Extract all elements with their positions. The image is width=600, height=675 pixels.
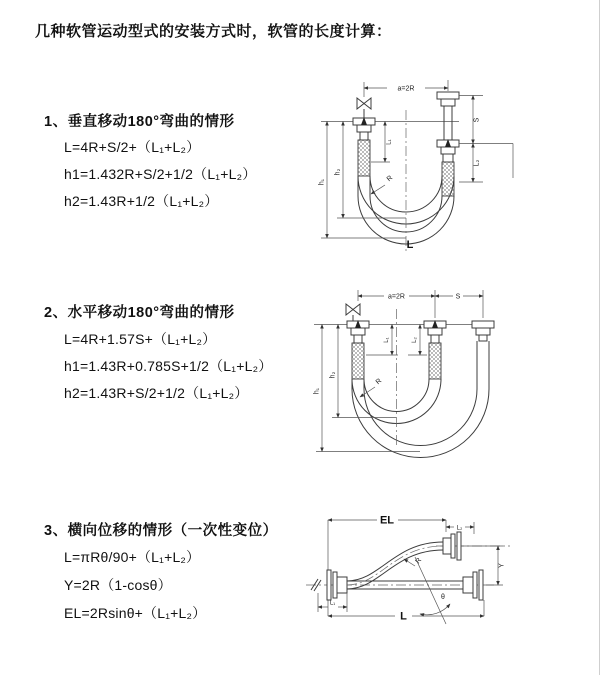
valve-icon (357, 98, 371, 109)
right-pipe-fitting (437, 92, 459, 196)
section-1-heading: 1、垂直移动180°弯曲的情形 (44, 114, 235, 130)
dim-label-l1: L₁ (329, 600, 336, 607)
section-1-formula-h1: h1=1.432R+S/2+1/2（L₁+L₂） (64, 166, 257, 182)
dim-label-s: S (473, 117, 481, 123)
angle-theta (415, 557, 450, 624)
dim-s (435, 294, 483, 301)
radius-callout (360, 378, 383, 397)
section-3-formula-l: L=πRθ/90+（L₁+L₂） (64, 549, 201, 565)
angle-label: θ (441, 594, 445, 601)
dim-l2 (473, 144, 481, 183)
dim-label-l1: L₁ (384, 337, 390, 343)
section-2-formula-h1: h1=1.43R+0.785S+1/2（L₁+L₂） (64, 358, 273, 374)
dim-label-y: Y (498, 563, 506, 568)
radius-label: R (385, 174, 395, 184)
dim-label-l: L (400, 610, 407, 623)
dim-l2 (408, 325, 427, 356)
dim-h1 (314, 325, 421, 452)
diagram-horizontal-movement (310, 283, 600, 473)
dim-label-l2: L₂ (412, 337, 418, 343)
section-3-formula-y: Y=2R（1-cosθ） (64, 577, 172, 593)
section-2-heading: 2、水平移动180°弯曲的情形 (44, 305, 235, 321)
top-pipe-fitting (443, 532, 461, 560)
dim-a2r (364, 80, 448, 97)
dim-label-l1: L₁ (386, 139, 393, 145)
right-pipe-fitting (463, 570, 483, 600)
dim-l1 (371, 122, 393, 163)
dim-label-h2: h₂ (329, 371, 337, 379)
hose-u-bend (352, 341, 489, 458)
dim-label-a2r: a=2R (388, 293, 405, 301)
length-label: L (406, 239, 414, 251)
dim-label-h2: h₂ (334, 168, 342, 176)
right-pipe-fitting (472, 321, 494, 341)
dim-label-l2: L₂ (456, 525, 463, 532)
valve-icon (346, 304, 360, 315)
radius-callout (371, 175, 394, 194)
radius-label: R (374, 377, 384, 387)
section-2-formula-l: L=4R+1.57S+（L₁+L₂） (64, 331, 217, 347)
dim-l1 (366, 325, 398, 356)
dim-a2r (358, 290, 483, 318)
dim-s (459, 96, 513, 183)
dim-label-a2r: a=2R (397, 85, 415, 93)
diagram-lateral-displacement (298, 500, 598, 665)
left-pipe-fitting (353, 117, 375, 176)
section-1-formula-l: L=4R+S/2+（L₁+L₂） (64, 139, 201, 155)
left-pipe-fitting (327, 570, 347, 600)
section-1-formula-h2: h2=1.43R+1/2（L₁+L₂） (64, 193, 219, 209)
dim-label-s: S (455, 293, 461, 301)
section-3-heading: 3、横向位移的情形（一次性变位） (44, 523, 278, 539)
radius-label: R (414, 556, 424, 566)
dim-label-el: EL (379, 514, 395, 527)
dim-label-l2: L₂ (473, 159, 481, 167)
dim-l (328, 600, 484, 623)
diagram-vertical-movement (313, 70, 593, 260)
left-pipe-fitting (347, 320, 369, 379)
dim-el (328, 515, 446, 617)
dim-label-h1: h₁ (313, 387, 321, 395)
section-2-formula-h2: h2=1.43R+S/2+1/2（L₁+L₂） (64, 385, 249, 401)
hose-s-curve (347, 542, 443, 589)
section-3-formula-el: EL=2Rsinθ+（L₁+L₂） (64, 605, 207, 621)
dim-label-h1: h₁ (318, 178, 326, 186)
middle-pipe-fitting (424, 320, 446, 379)
page-title: 几种软管运动型式的安装方式时，软管的长度计算： (35, 23, 392, 40)
